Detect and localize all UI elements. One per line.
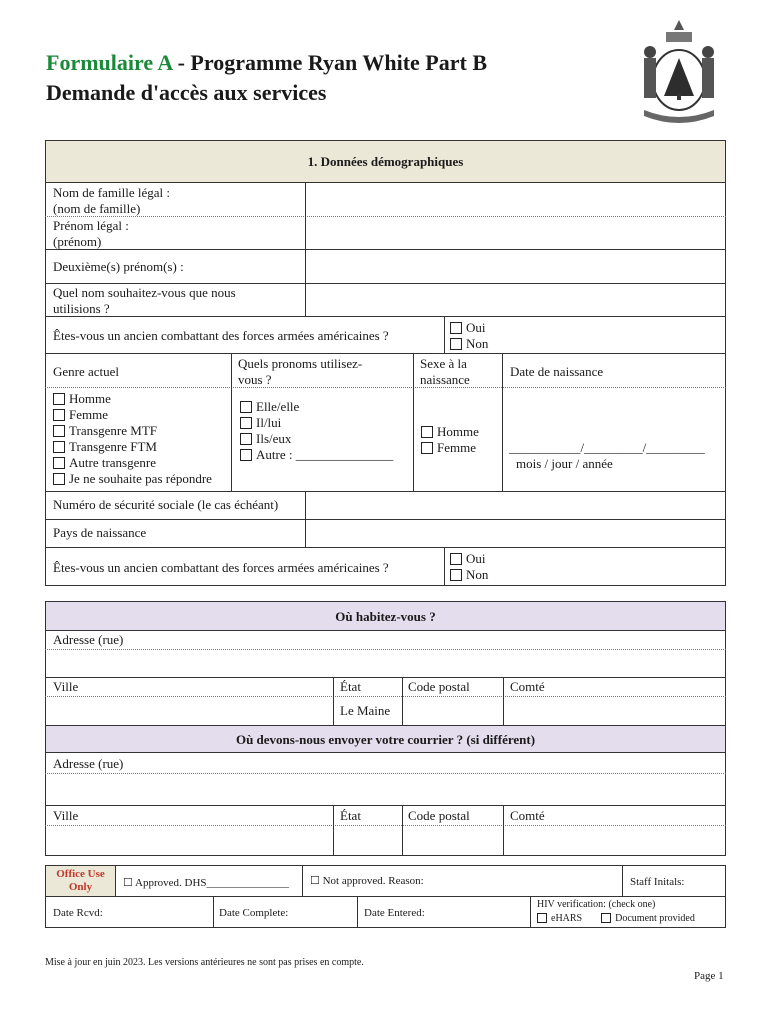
checkbox[interactable]	[240, 433, 252, 445]
checkbox[interactable]	[240, 449, 252, 461]
checkbox[interactable]	[240, 417, 252, 429]
pronoun-option[interactable]: Elle/elle	[240, 399, 393, 415]
checkbox[interactable]	[240, 401, 252, 413]
mail-street-label: Adresse (rue)	[53, 756, 124, 771]
pronoun-option[interactable]: Autre : _______________	[240, 447, 393, 463]
hiv-verification-options	[537, 911, 695, 927]
mail-zip-label: Code postal	[408, 808, 470, 823]
mail-city-label: Ville	[53, 808, 79, 823]
veteran-options-1	[450, 320, 488, 352]
street-label: Adresse (rue)	[53, 632, 124, 647]
checkbox[interactable]	[53, 473, 65, 485]
form-title-program: - Programme Ryan White Part B	[172, 50, 488, 75]
zip-field[interactable]	[403, 697, 502, 724]
pronoun-option[interactable]: Il/lui	[240, 415, 393, 431]
footer-note: Mise à jour en juin 2023. Les versions antérieures ne sont pas prises en compte.	[45, 957, 364, 968]
county-field[interactable]	[504, 697, 725, 724]
birth-country-field[interactable]	[306, 520, 725, 547]
gender-option[interactable]: Transgenre MTF	[53, 423, 212, 439]
ssn-label: Numéro de sécurité sociale (le cas échéant)	[53, 497, 279, 512]
pronoun-options	[240, 399, 393, 463]
form-title	[46, 50, 487, 76]
veteran-question-1: Êtes-vous un ancien combattant des forces armées américaines ?	[53, 328, 389, 343]
form-title-code: Formulaire A	[46, 50, 173, 75]
mail-county-label: Comté	[510, 808, 545, 823]
mail-section-title: Où devons-nous envoyer votre courrier ? (si différent)	[235, 732, 536, 747]
state-value: Le Maine	[340, 703, 391, 718]
mail-city-field[interactable]	[46, 826, 333, 855]
dob-label: Date de naissance	[510, 364, 604, 379]
gender-option[interactable]: Je ne souhaite pas répondre	[53, 471, 212, 487]
gender-option[interactable]: Autre transgenre	[53, 455, 212, 471]
middle-name-field[interactable]	[306, 250, 725, 283]
mail-street-field[interactable]	[46, 774, 725, 804]
veteran-options-2	[450, 551, 488, 583]
date-rcvd-label: Date Rcvd:	[53, 907, 103, 919]
city-field[interactable]	[46, 697, 333, 724]
document-provided-option[interactable]: Document provided	[601, 913, 695, 924]
state-seal-icon	[636, 18, 722, 126]
pronouns-label: Quels pronoms utilisez- vous ?	[238, 356, 363, 387]
checkbox[interactable]	[450, 322, 462, 334]
demographics-section-title: 1. Données démographiques	[307, 154, 464, 169]
gender-option[interactable]: Femme	[53, 407, 212, 423]
county-label: Comté	[510, 679, 545, 694]
preferred-name-label: Quel nom souhaitez-vous que nous utilisions ?	[53, 285, 236, 316]
page-number: Page 1	[694, 970, 724, 982]
date-entered-label: Date Entered:	[364, 907, 425, 919]
mail-county-field[interactable]	[504, 826, 725, 855]
birth-country-label: Pays de naissance	[53, 525, 147, 540]
checkbox[interactable]	[53, 425, 65, 437]
first-name-field[interactable]	[306, 217, 725, 249]
mail-zip-field[interactable]	[403, 826, 502, 855]
dob-field[interactable]: ___________/_________/_________	[509, 440, 705, 455]
checkbox[interactable]	[53, 457, 65, 469]
checkbox[interactable]	[537, 913, 547, 923]
veteran-yes-2[interactable]: Oui	[450, 551, 488, 567]
last-name-label: Nom de famille légal : (nom de famille)	[53, 185, 170, 216]
last-name-field[interactable]	[306, 183, 725, 216]
date-complete-label: Date Complete:	[219, 907, 289, 919]
checkbox[interactable]	[421, 426, 433, 438]
zip-label: Code postal	[408, 679, 470, 694]
state-label: État	[340, 679, 361, 694]
checkbox[interactable]	[450, 338, 462, 350]
mail-state-label: État	[340, 808, 361, 823]
checkbox[interactable]	[601, 913, 611, 923]
hiv-verification-label: HIV verification: (check one)	[537, 899, 656, 910]
gender-option[interactable]: Transgenre FTM	[53, 439, 212, 455]
checkbox[interactable]	[53, 393, 65, 405]
ssn-field[interactable]	[306, 492, 725, 519]
pronoun-option[interactable]: Ils/eux	[240, 431, 393, 447]
approved-option[interactable]: ☐ Approved. DHS_______________	[123, 877, 289, 889]
staff-initials-label: Staff Initals:	[630, 876, 685, 888]
veteran-yes-1[interactable]: Oui	[450, 320, 488, 336]
preferred-name-field[interactable]	[306, 284, 725, 316]
dob-format: mois / jour / année	[516, 456, 613, 471]
veteran-no-2[interactable]: Non	[450, 567, 488, 583]
first-name-label: Prénom légal : (prénom)	[53, 218, 129, 249]
city-label: Ville	[53, 679, 79, 694]
ehars-option[interactable]: eHARS	[537, 913, 582, 924]
checkbox[interactable]	[450, 569, 462, 581]
street-field[interactable]	[46, 650, 725, 677]
checkbox[interactable]	[450, 553, 462, 565]
sex-options	[421, 424, 479, 456]
gender-option[interactable]: Homme	[53, 391, 212, 407]
checkbox[interactable]	[421, 442, 433, 454]
sex-at-birth-label: Sexe à la naissance	[420, 356, 470, 387]
sex-option[interactable]: Homme	[421, 424, 479, 440]
sex-option[interactable]: Femme	[421, 440, 479, 456]
checkbox[interactable]	[53, 441, 65, 453]
checkbox[interactable]	[53, 409, 65, 421]
mail-state-field[interactable]	[334, 826, 402, 855]
veteran-no-1[interactable]: Non	[450, 336, 488, 352]
not-approved-option[interactable]: ☐ Not approved. Reason:	[310, 875, 424, 887]
gender-options	[53, 391, 212, 487]
middle-name-label: Deuxième(s) prénom(s) :	[53, 259, 184, 274]
office-use-label: Office Use Only	[56, 868, 105, 893]
veteran-question-2: Êtes-vous un ancien combattant des forces armées américaines ?	[53, 560, 389, 575]
form-subtitle: Demande d'accès aux services	[46, 80, 327, 105]
gender-label: Genre actuel	[53, 364, 120, 379]
address-section-title: Où habitez-vous ?	[335, 609, 436, 624]
